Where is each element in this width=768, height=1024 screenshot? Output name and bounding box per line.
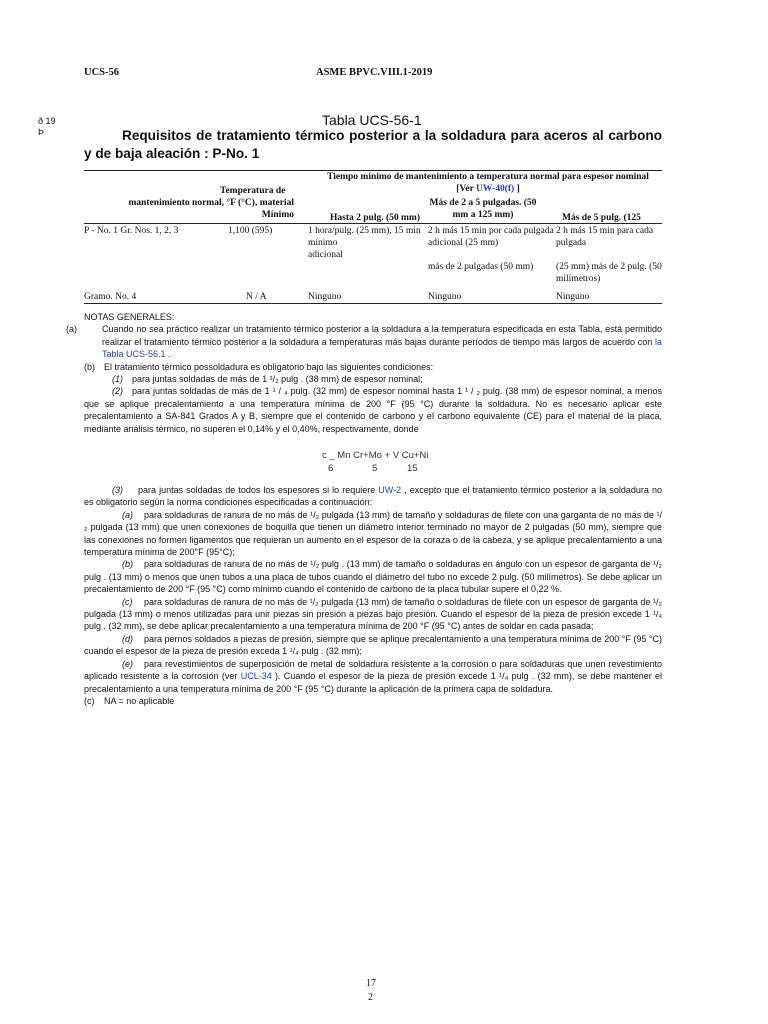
ce-formula-denominator-1: 6 bbox=[328, 463, 334, 474]
running-header-left: UCS-56 bbox=[84, 67, 120, 78]
note-c bbox=[84, 695, 662, 707]
notes-heading: NOTAS GENERALES: bbox=[84, 312, 175, 322]
row2-material: Gramo. No. 4 bbox=[84, 292, 137, 302]
uw-40f-link[interactable]: UW-40(f) bbox=[476, 184, 515, 194]
note-b3d-label: (d) bbox=[122, 633, 133, 644]
note-b3e-text: para revestimientos de superposición de metal de soldadura resistente a la corrosión o para soldaduras que unen revestimiento aplicado resistente a la corrosión (ver bbox=[84, 658, 662, 682]
general-notes-cont bbox=[84, 484, 662, 707]
row2-temp: N / A bbox=[246, 292, 267, 302]
note-b3-label: (3) bbox=[112, 485, 123, 495]
span-header-post: ] bbox=[514, 184, 520, 194]
note-c-text: NA = no aplicable bbox=[104, 695, 175, 706]
margin-revision-mark-2: Þ bbox=[38, 127, 45, 137]
uw-2-link[interactable]: UW-2 bbox=[378, 485, 402, 495]
ce-formula-denominator-3: 15 bbox=[407, 463, 418, 474]
col-over5-header: Más de 5 pulg. (125 bbox=[562, 213, 641, 223]
note-b3b bbox=[84, 558, 662, 595]
table-caption: Requisitos de tratamiento térmico posterior a la soldadura para aceros al carbono y de baja aleación : P-No. 1 bbox=[84, 128, 662, 161]
note-b3c-label: (c) bbox=[122, 596, 133, 607]
span-header-pre: [Ver bbox=[456, 184, 477, 194]
page-number: 17 bbox=[366, 978, 376, 989]
col-material-header: mantenimiento normal, °F (°C), material Mínimo bbox=[128, 198, 294, 220]
note-a-text: Cuando no sea práctico realizar un tratamiento térmico posterior a la soldadura a la temperatura especificada en esta Tabla, está permitido realizar el tratamiento térmico posterior a la soldadura a temperaturas más bajas durante períodos de tiempo más largos de acuerdo con bbox=[102, 324, 662, 347]
note-b-text: El tratamiento térmico possoldadura es obligatorio bajo las siguientes condiciones: bbox=[104, 361, 434, 372]
col-temp-header: Temperatura de bbox=[220, 186, 286, 196]
ucl-34-link[interactable]: UCL-34 bbox=[240, 671, 272, 682]
note-b3c bbox=[84, 596, 662, 633]
note-b3a-label: (a) bbox=[122, 509, 133, 520]
span-header-line2 bbox=[314, 183, 662, 195]
row1-col1-cont: adicional bbox=[308, 250, 343, 260]
row2-col2: Ninguno bbox=[428, 292, 462, 302]
note-b1-label: (1) bbox=[112, 374, 123, 385]
note-b2-label: (2) bbox=[112, 386, 123, 397]
note-b3a bbox=[84, 509, 662, 559]
row2-col1: Ninguno bbox=[308, 292, 342, 302]
row1-col2: 2 h más 15 min por cada pulgada adicional (25 mm) bbox=[428, 226, 554, 248]
ce-formula-numerator: c _ Mn Cr+Mo + V Cu+Ni bbox=[322, 450, 429, 461]
note-b3-text: para juntas soldadas de todos los espesores si lo requiere bbox=[138, 485, 379, 495]
ce-formula-denominator-2: 5 bbox=[372, 463, 378, 474]
note-b2-text: para juntas soldadas de más de 1 ¹ / ₄ pulg. (32 mm) de espesor nominal hasta 1 ¹ / ₂ pulg. (38 mm) de espesor nominal, a menos que se aplique precalentamiento a una temperatura mínima de 200 °F (95 °C) durante la soldadura. No es necesario aplicar este precalentamiento a SA-841 Grados A y B, siempre que el contenido de carbono y el carbono equivalente (CE) para el material de la placa, mediante análisis térmico, no superen el 0,14% y el 0,40%, respectivamente, donde bbox=[84, 386, 662, 434]
note-b3b-label: (b) bbox=[122, 559, 133, 570]
table-bottom-rule bbox=[84, 303, 662, 304]
row1-col2-cont: más de 2 pulgadas (50 mm) bbox=[428, 262, 534, 272]
note-b3d-text: para pernos soldados a piezas de presión, siempre que se aplique precalentamiento a una temperatura mínima de 200 °F (95 °C) cuando el espesor de la pieza de presión exceda 1 ¹/₄ pulg . (32 mm); bbox=[84, 633, 662, 657]
note-b3d bbox=[84, 633, 662, 658]
general-notes bbox=[66, 311, 662, 435]
note-a-label: (a) bbox=[66, 324, 77, 335]
row1-material: P - No. 1 Gr. Nos. 1, 2, 3 bbox=[84, 226, 179, 236]
note-b3e-label: (e) bbox=[122, 658, 133, 669]
note-b2 bbox=[84, 385, 662, 435]
table-header-rule bbox=[84, 223, 662, 224]
row1-col3-cont: (25 mm) más de 2 pulg. (50 milímetros) bbox=[556, 262, 662, 284]
note-c-label: (c) bbox=[84, 695, 95, 706]
row2-col3: Ninguno bbox=[556, 292, 590, 302]
note-b3c-text: para soldaduras de ranura de no más de ¹/₂ pulgada (13 mm) de tamaño o soldaduras de filete con un espesor de garganta de ¹/₂ pulgada (13 mm) o menos utilizadas para unir piezas sin presión a piezas bajo presión. Cuando el espesor de la pieza de presión excede 1 ¹/₄ pulg . (32 mm), se debe aplicar precalentamiento a una temperatura mínima de 200 °F (95 °C) antes de soldar en cada pasada; bbox=[84, 596, 662, 632]
table-ucs-56-1-link[interactable]: la Tabla UCS-56.1 bbox=[102, 336, 662, 360]
col-upto2-header: Hasta 2 pulg. (50 mm) bbox=[330, 213, 420, 223]
note-b3e bbox=[84, 658, 662, 695]
note-b3-text-post: , excepto que el tratamiento térmico posterior a la soldadura no es obligatorio según la norma condiciones especificadas a continuación: bbox=[84, 485, 662, 508]
margin-revision-mark: ð 19 bbox=[38, 116, 56, 126]
row1-col1: 1 hora/pulg. (25 mm), 15 min mínimo bbox=[308, 226, 421, 248]
note-a-end: . bbox=[165, 349, 171, 360]
row1-col3: 2 h más 15 min para cada pulgada bbox=[556, 226, 654, 248]
note-b-label: (b) bbox=[84, 361, 95, 372]
note-b1-text: para juntas soldadas de más de 1 ¹/₂ pulg . (38 mm) de espesor nominal; bbox=[132, 374, 423, 385]
page-number-2: 2 bbox=[368, 992, 373, 1003]
note-a bbox=[66, 323, 662, 360]
note-b3 bbox=[84, 484, 662, 509]
note-b3b-text: para soldaduras de ranura de no más de ¹/₂ pulg . (13 mm) de tamaño o soldaduras en ángulo con un espesor de garganta de ¹/₂ pulg . (13 mm) o menos que unen tubos a una placa de tubos cuando el diámetro del tubo no excede 2 pulg. (50 milímetros). Se debe aplicar un precalentamiento de 200 °F (95 °C) como mínimo cuando el contenido de carbono de la placa tubular supere el 0,22 %. bbox=[84, 559, 662, 595]
table-title: Tabla UCS-56-1 bbox=[322, 112, 422, 128]
span-header-line1: Tiempo mínimo de mantenimiento a temperatura normal para espesor nominal bbox=[327, 172, 649, 182]
note-b3e-text-post: ). Cuando el espesor de la pieza de presión excede 1 ¹/₄ pulg . (32 mm), se debe mantener el precalentamiento a una temperatura mínima de 200 °F (95 °C) durante la aplicación de la primera capa de soldadura. bbox=[84, 671, 662, 694]
running-header-center: ASME BPVC.VIII.1-2019 bbox=[316, 67, 433, 78]
note-b3a-text: para soldaduras de ranura de no más de ¹/₂ pulgada (13 mm) de tamaño y soldaduras de filete con una garganta de no más de ¹/₂ pulgada (13 mm) que unen conexiones de boquilla que tienen un diámetro interior terminado no mayor de 2 pulgadas (50 mm), siempre que las conexiones no formen ligamentos que requieran un aumento en el espesor de la coraza o de la cabeza, y se aplique precalentamiento a una temperatura mínima de 200°F (95°C); bbox=[84, 509, 662, 558]
col-2-5-header: Más de 2 a 5 pulgadas. (50 mm a 125 mm) bbox=[429, 198, 537, 220]
note-b bbox=[84, 361, 662, 373]
row1-temp: 1,100 (595) bbox=[228, 226, 273, 236]
note-b1 bbox=[84, 373, 662, 385]
